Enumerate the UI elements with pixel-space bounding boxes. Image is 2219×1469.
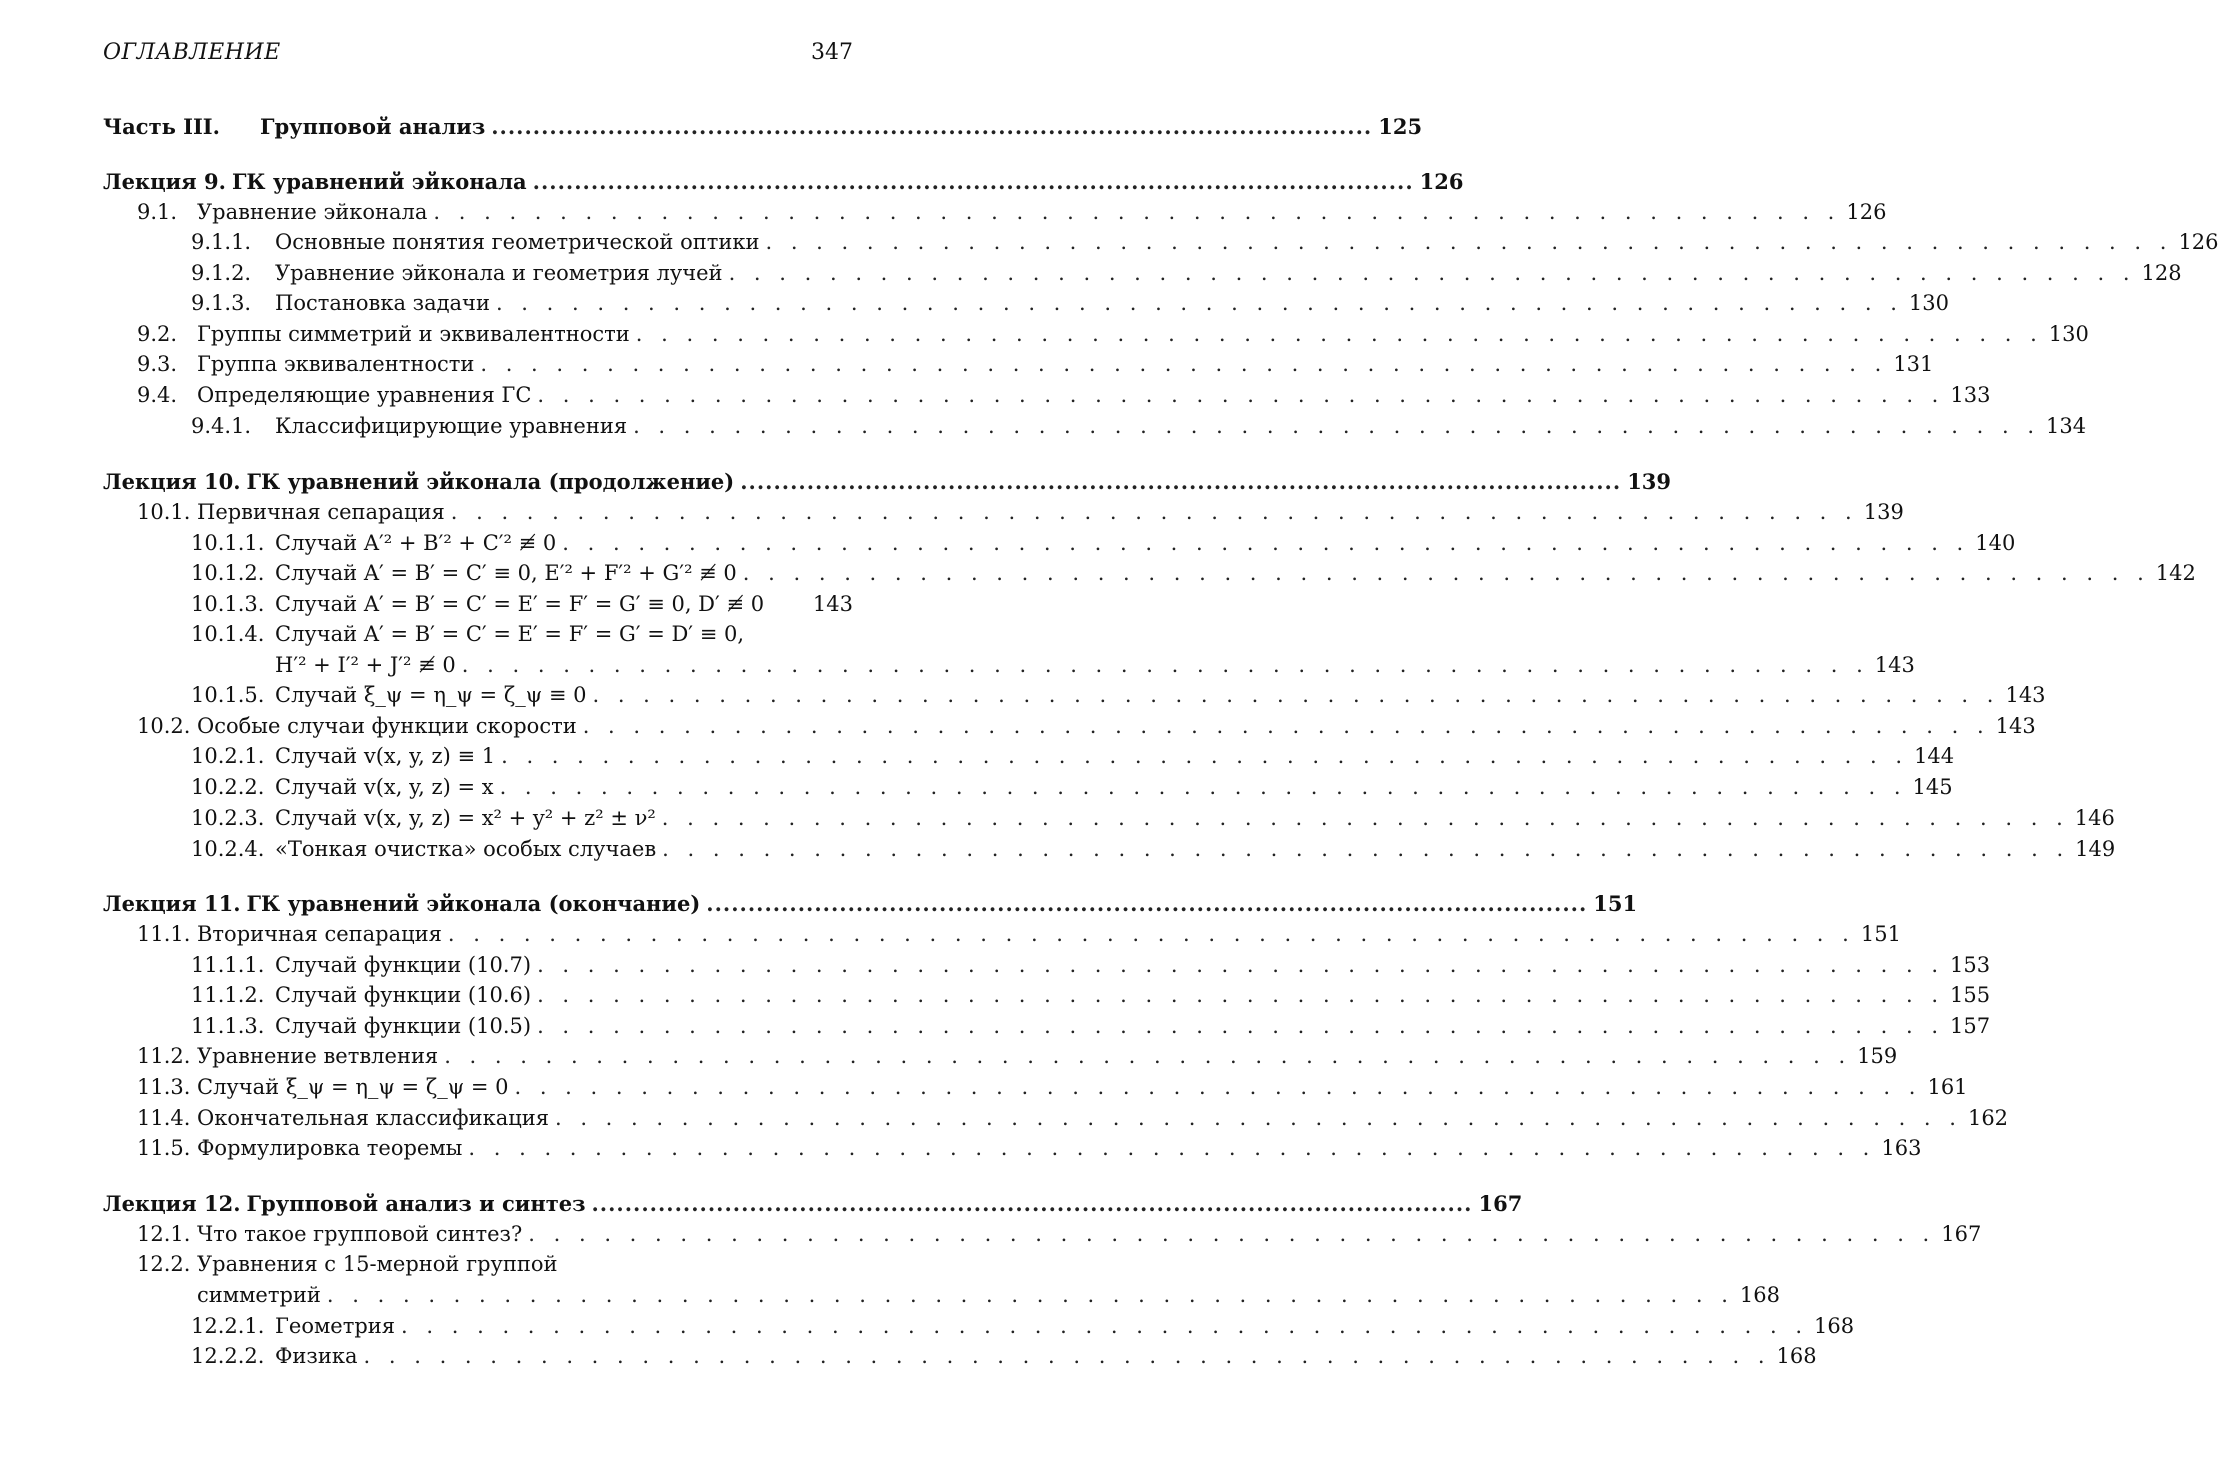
toc-section-entry[interactable]	[0, 380, 1991, 411]
dot-leader: . . . . . . . . . . . . . . . . . . . . . . . . . . . . . . . . . . . . . . . . . . . . . . . . . . . . . . . .	[661, 806, 2069, 830]
toc-page: 151	[1593, 891, 1638, 916]
toc-page: 143	[2005, 683, 2046, 707]
dot-leader: ..........................................................................................................	[591, 1191, 1473, 1216]
toc-title: Групповой анализ	[260, 114, 486, 139]
toc-section-entry[interactable]	[0, 1103, 2009, 1134]
toc-number: 10.1.4.	[191, 622, 265, 646]
toc-number: Лекция 10.	[103, 469, 241, 494]
toc-title: Основные понятия геометрической оптики	[275, 230, 760, 254]
toc-section-entry[interactable]	[0, 1249, 1000, 1280]
toc-title: Классифицирующие уравнения	[275, 414, 628, 438]
toc-page: 139	[1627, 469, 1672, 494]
toc-title: Случай функции (10.6)	[275, 983, 532, 1007]
dot-leader: . . . . . . . . . . . . . . . . . . . . . . . . . . . . . . . . . . . . . . . . . . . . . . . . . . . . . . . .	[537, 383, 1945, 407]
dot-leader: . . . . . . . . . . . . . . . . . . . . . . . . . . . . . . . . . . . . . . . . . . . . . . . . . . . . . . . .	[461, 653, 1869, 677]
toc-number: 10.2.	[137, 714, 191, 738]
toc-number: 10.1.	[137, 500, 191, 524]
toc-number: 11.3.	[137, 1075, 191, 1099]
toc-title: Определяющие уравнения ГС	[197, 383, 532, 407]
toc-number: Лекция 12.	[103, 1191, 241, 1216]
dot-leader: ..........................................................................................................	[706, 891, 1588, 916]
dot-leader: . . . . . . . . . . . . . . . . . . . . . . . . . . . . . . . . . . . . . . . . . . . . . . . . . . . . . . . .	[401, 1314, 1809, 1338]
toc-page: 143	[1995, 714, 2036, 738]
toc-title: Случай A′ = B′ = C′ = E′ = F′ = G′ ≡ 0, D′ ≢ 0	[275, 592, 765, 616]
dot-leader: . . . . . . . . . . . . . . . . . . . . . . . . . . . . . . . . . . . . . . . . . . . . . . . . . . . . . . . .	[633, 414, 2041, 438]
toc-title: Случай A′² + B′² + C′² ≢ 0	[275, 531, 557, 555]
toc-subsection-entry[interactable]	[0, 1011, 1991, 1042]
toc-subsection-entry[interactable]	[0, 411, 2087, 442]
toc-number: Часть III.	[103, 114, 220, 139]
toc-section-entry[interactable]	[0, 319, 2089, 350]
dot-leader: . . . . . . . . . . . . . . . . . . . . . . . . . . . . . . . . . . . . . . . . . . . . . . . . . . . . . . . .	[528, 1222, 1936, 1246]
dot-leader: . . . . . . . . . . . . . . . . . . . . . . . . . . . . . . . . . . . . . . . . . . . . . . . . . . . . . . . .	[501, 744, 1909, 768]
toc-number: 10.1.1.	[191, 531, 265, 555]
toc-title: ГК уравнений эйконала (продолжение)	[246, 469, 735, 494]
toc-subsection-entry[interactable]	[0, 1311, 1855, 1342]
toc-title: Уравнение эйконала	[197, 200, 428, 224]
toc-page: 130	[1908, 291, 1950, 315]
toc-lecture-entry[interactable]	[0, 466, 1672, 497]
toc-title: Случай функции (10.5)	[275, 1014, 532, 1038]
toc-page: 126	[1846, 200, 1887, 224]
toc-lecture-entry[interactable]	[0, 1188, 1523, 1219]
toc-title: Уравнения с 15-мерной группой	[197, 1252, 558, 1276]
dot-leader: . . . . . . . . . . . . . . . . . . . . . . . . . . . . . . . . . . . . . . . . . . . . . . . . . . . . . . . .	[742, 561, 2150, 585]
toc-page: 146	[2074, 806, 2115, 830]
dot-leader: . . . . . . . . . . . . . . . . . . . . . . . . . . . . . . . . . . . . . . . . . . . . . . . . . . . . . . . .	[468, 1136, 1876, 1160]
toc-section-entry[interactable]	[0, 197, 1887, 228]
toc-number: 10.2.2.	[191, 775, 265, 799]
toc-number: 12.2.	[137, 1252, 191, 1276]
toc-number: Лекция 9.	[103, 169, 226, 194]
toc-number: 10.1.2.	[191, 561, 265, 585]
toc-subsection-entry[interactable]	[0, 741, 1955, 772]
dot-leader: . . . . . . . . . . . . . . . . . . . . . . . . . . . . . . . . . . . . . . . . . . . . . . . . . . . . . . . .	[635, 322, 2043, 346]
toc-title: Формулировка теоремы	[197, 1136, 463, 1160]
dot-leader: . . . . . . . . . . . . . . . . . . . . . . . . . . . . . . . . . . . . . . . . . . . . . . . . . . . . . . . .	[514, 1075, 1922, 1099]
toc-title: Случай функции (10.7)	[275, 953, 532, 977]
toc-number: 9.1.1.	[191, 230, 252, 254]
toc-section-entry[interactable]	[0, 497, 1904, 528]
toc-page: 151	[1860, 922, 1901, 946]
toc-subsection-entry[interactable]	[0, 950, 1991, 981]
toc-title-continuation: H′² + I′² + J′² ≢ 0	[275, 653, 456, 677]
toc-title: Группа эквивалентности	[197, 352, 475, 376]
toc-page: 140	[1975, 531, 2016, 555]
page-number: 347	[811, 40, 853, 65]
toc-number: 11.1.1.	[191, 953, 265, 977]
toc-page: 145	[1912, 775, 1953, 799]
toc-title: Случай ξ_ψ = η_ψ = ζ_ψ = 0	[197, 1075, 509, 1099]
toc-number: 9.4.	[137, 383, 178, 407]
dot-leader: . . . . . . . . . . . . . . . . . . . . . . . . . . . . . . . . . . . . . . . . . . . . . . . . . . . . . . . .	[662, 837, 2070, 861]
toc-page: 133	[1950, 383, 1991, 407]
toc-title: Физика	[275, 1344, 358, 1368]
toc-title: Постановка задачи	[275, 291, 490, 315]
toc-page: 163	[1881, 1136, 1922, 1160]
toc-title: Группы симметрий и эквивалентности	[197, 322, 630, 346]
toc-number: Лекция 11.	[103, 891, 241, 916]
toc-title: ГК уравнений эйконала	[231, 169, 527, 194]
toc-title-continuation: симметрий	[197, 1283, 321, 1307]
toc-page: 167	[1941, 1222, 1982, 1246]
toc-page: 168	[1814, 1314, 1855, 1338]
toc-title: ГК уравнений эйконала (окончание)	[246, 891, 701, 916]
toc-title: «Тонкая очистка» особых случаев	[275, 837, 657, 861]
toc-number: 11.1.2.	[191, 983, 265, 1007]
toc-title: Что такое групповой синтез?	[197, 1222, 523, 1246]
toc-subsection-entry[interactable]	[0, 288, 1950, 319]
toc-page: 167	[1478, 1191, 1523, 1216]
dot-leader: ..........................................................................................................	[740, 469, 1622, 494]
toc-title: Первичная сепарация	[197, 500, 445, 524]
toc-number: 10.1.3.	[191, 592, 265, 616]
toc-lecture-entry[interactable]	[0, 888, 1638, 919]
toc-section-entry[interactable]	[0, 349, 1934, 380]
dot-leader: . . . . . . . . . . . . . . . . . . . . . . . . . . . . . . . . . . . . . . . . . . . . . . . . . . . . . . . .	[582, 714, 1990, 738]
toc-section-entry[interactable]	[0, 919, 1901, 950]
toc-number: 10.2.1.	[191, 744, 265, 768]
toc-title: Уравнение ветвления	[197, 1044, 439, 1068]
dot-leader: ..........................................................................................................	[532, 169, 1414, 194]
toc-subsection-entry[interactable]	[0, 619, 1000, 650]
toc-title: Случай ξ_ψ = η_ψ = ζ_ψ ≡ 0	[275, 683, 587, 707]
toc-lecture-entry[interactable]	[0, 166, 1464, 197]
toc-subsection-entry[interactable]	[0, 980, 1991, 1011]
dot-leader: . . . . . . . . . . . . . . . . . . . . . . . . . . . . . . . . . . . . . . . . . . . . . . . . . . . . . . . .	[537, 983, 1945, 1007]
toc-number: 12.2.1.	[191, 1314, 265, 1338]
toc-page: 130	[2048, 322, 2089, 346]
toc-section-entry[interactable]	[0, 1133, 1922, 1164]
dot-leader: ..........................................................................................................	[491, 114, 1373, 139]
toc-number: 9.2.	[137, 322, 178, 346]
toc-page: 131	[1893, 352, 1934, 376]
toc-title: Вторичная сепарация	[197, 922, 442, 946]
dot-leader: . . . . . . . . . . . . . . . . . . . . . . . . . . . . . . . . . . . . . . . . . . . . . . . . . . . . . . . .	[554, 1106, 1962, 1130]
dot-leader: . . . . . . . . . . . . . . . . . . . . . . . . . . . . . . . . . . . . . . . . . . . . . . . . . . . . . . . .	[562, 531, 1970, 555]
toc-title: Уравнение эйконала и геометрия лучей	[275, 261, 723, 285]
toc-number: 11.1.3.	[191, 1014, 265, 1038]
dot-leader: . . . . . . . . . . . . . . . . . . . . . . . . . . . . . . . . . . . . . . . . . . . . . . . . . . . . . . . .	[499, 775, 1907, 799]
dot-leader: . . . . . . . . . . . . . . . . . . . . . . . . . . . . . . . . . . . . . . . . . . . . . . . . . . . . . . . .	[447, 922, 1855, 946]
toc-page: 144	[1914, 744, 1955, 768]
toc-number: 11.1.	[137, 922, 191, 946]
toc-title: Случай A′ = B′ = C′ = E′ = F′ = G′ = D′ ≡ 0,	[275, 622, 745, 646]
dot-leader: . . . . . . . . . . . . . . . . . . . . . . . . . . . . . . . . . . . . . . . . . . . . . . . . . . . . . . . .	[363, 1344, 1771, 1368]
dot-leader: . . . . . . . . . . . . . . . . . . . . . . . . . . . . . . . . . . . . . . . . . . . . . . . . . . . . . . . .	[537, 1014, 1945, 1038]
toc-section-entry[interactable]	[0, 1072, 1968, 1103]
toc-page: 168	[1739, 1283, 1780, 1307]
toc-number: 9.1.2.	[191, 261, 252, 285]
toc-page: 157	[1950, 1014, 1991, 1038]
toc-page: 168	[1776, 1344, 1817, 1368]
toc-subsection-entry[interactable]	[0, 834, 2116, 865]
toc-number: 9.1.3.	[191, 291, 252, 315]
toc-title: Случай A′ = B′ = C′ ≡ 0, E′² + F′² + G′² ≢ 0	[275, 561, 737, 585]
toc-number: 11.4.	[137, 1106, 191, 1130]
toc-subsection-entry[interactable]	[0, 680, 2046, 711]
toc-title: Случай v(x, y, z) = x	[275, 775, 494, 799]
toc-title: Особые случаи функции скорости	[197, 714, 577, 738]
toc-subsection-entry[interactable]	[0, 528, 2016, 559]
toc-page: 143	[1874, 653, 1915, 677]
toc-page: 155	[1950, 983, 1991, 1007]
dot-leader: . . . . . . . . . . . . . . . . . . . . . . . . . . . . . . . . . . . . . . . . . . . . . . . . . . . . . . . .	[765, 230, 2173, 254]
toc-section-continuation[interactable]	[0, 1280, 1780, 1311]
dot-leader: . . . . . . . . . . . . . . . . . . . . . . . . . . . . . . . . . . . . . . . . . . . . . . . . . . . . . . . .	[433, 200, 1841, 224]
toc-page: 143	[812, 592, 853, 616]
toc-subsection-entry[interactable]	[0, 258, 2182, 289]
toc-title: Случай v(x, y, z) = x² + y² + z² ± ν²	[275, 806, 656, 830]
toc-page: 161	[1927, 1075, 1968, 1099]
toc-page: 162	[1967, 1106, 2009, 1130]
toc-number: 10.2.3.	[191, 806, 265, 830]
toc-subsection-entry[interactable]	[0, 589, 1000, 620]
toc-title: Окончательная классификация	[197, 1106, 549, 1130]
toc-page: 125	[1378, 114, 1423, 139]
running-header-title: ОГЛАВЛЕНИЕ	[103, 40, 281, 65]
toc-number: 11.2.	[137, 1044, 191, 1068]
running-header	[103, 40, 853, 74]
toc-part-entry[interactable]	[0, 111, 1423, 142]
toc-page: 153	[1950, 953, 1991, 977]
toc-page: 159	[1857, 1044, 1898, 1068]
dot-leader: . . . . . . . . . . . . . . . . . . . . . . . . . . . . . . . . . . . . . . . . . . . . . . . . . . . . . . . .	[326, 1283, 1734, 1307]
dot-leader: . . . . . . . . . . . . . . . . . . . . . . . . . . . . . . . . . . . . . . . . . . . . . . . . . . . . . . . .	[444, 1044, 1852, 1068]
dot-leader: . . . . . . . . . . . . . . . . . . . . . . . . . . . . . . . . . . . . . . . . . . . . . . . . . . . . . . . .	[480, 352, 1888, 376]
dot-leader: . . . . . . . . . . . . . . . . . . . . . . . . . . . . . . . . . . . . . . . . . . . . . . . . . . . . . . . .	[537, 953, 1945, 977]
toc-page: 128	[2141, 261, 2182, 285]
toc-number: 9.3.	[137, 352, 178, 376]
toc-subsection-entry[interactable]	[0, 558, 2196, 589]
toc-title: Случай v(x, y, z) ≡ 1	[275, 744, 496, 768]
toc-page: 149	[2075, 837, 2116, 861]
toc-page: 139	[1863, 500, 1904, 524]
toc-title: Групповой анализ и синтез	[246, 1191, 586, 1216]
toc-subsection-entry[interactable]	[0, 803, 2115, 834]
toc-subsection-continuation[interactable]	[0, 650, 1915, 681]
dot-leader: . . . . . . . . . . . . . . . . . . . . . . . . . . . . . . . . . . . . . . . . . . . . . . . . . . . . . . . .	[495, 291, 1903, 315]
dot-leader: . . . . . . . . . . . . . . . . . . . . . . . . . . . . . . . . . . . . . . . . . . . . . . . . . . . . . . . .	[592, 683, 2000, 707]
toc-subsection-entry[interactable]	[0, 227, 2219, 258]
toc-section-entry[interactable]	[0, 1041, 1898, 1072]
toc-subsection-entry[interactable]	[0, 1341, 1817, 1372]
dot-leader: . . . . . . . . . . . . . . . . . . . . . . . . . . . . . . . . . . . . . . . . . . . . . . . . . . . . . . . .	[728, 261, 2136, 285]
toc-page: 134	[2046, 414, 2087, 438]
toc-title: Геометрия	[275, 1314, 396, 1338]
toc-page: 126	[1419, 169, 1464, 194]
toc-number: 11.5.	[137, 1136, 191, 1160]
toc-subsection-entry[interactable]	[0, 772, 1953, 803]
toc-number: 10.1.5.	[191, 683, 265, 707]
toc-number: 12.1.	[137, 1222, 191, 1246]
toc-number: 12.2.2.	[191, 1344, 265, 1368]
dot-leader: . . . . . . . . . . . . . . . . . . . . . . . . . . . . . . . . . . . . . . . . . . . . . . . . . . . . . . . .	[450, 500, 1858, 524]
toc-number: 9.1.	[137, 200, 178, 224]
toc-number: 9.4.1.	[191, 414, 252, 438]
toc-number: 10.2.4.	[191, 837, 265, 861]
toc-section-entry[interactable]	[0, 711, 2036, 742]
toc-page: 142	[2155, 561, 2196, 585]
toc-section-entry[interactable]	[0, 1219, 1982, 1250]
toc-page: 126	[2178, 230, 2219, 254]
